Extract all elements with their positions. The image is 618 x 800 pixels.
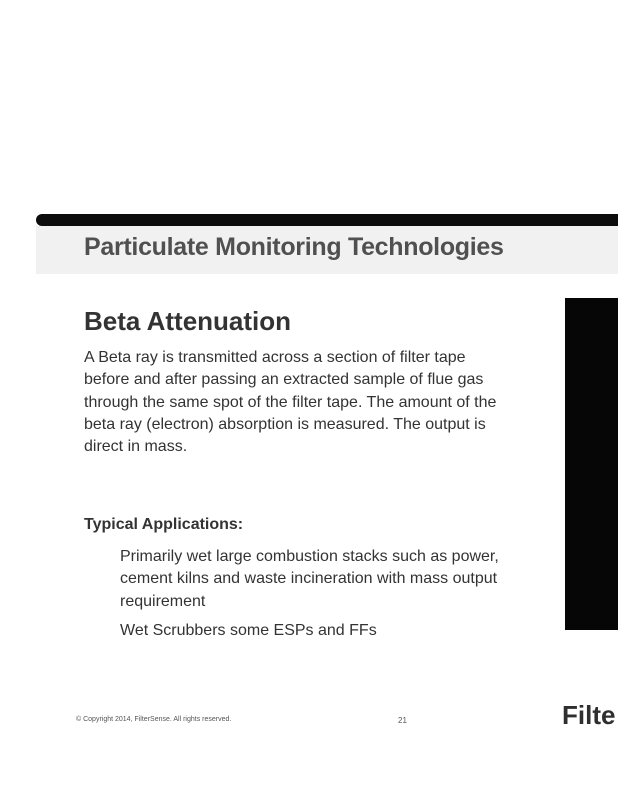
brand-logo: Filte <box>562 700 616 730</box>
section-title: Beta Attenuation <box>84 306 292 336</box>
applications-list <box>120 546 520 649</box>
list-item: Wet Scrubbers some ESPs and FFs <box>120 621 377 639</box>
list-item: Primarily wet large combustion stacks such as power, cement kilns and waste incineration with mass output requirement <box>120 548 499 610</box>
description-paragraph: A Beta ray is transmitted across a section of filter tape before and after passing an extracted sample of flue gas through the same spot of the filter tape. The amount of the beta ray (electron) absorption is measured. The output is direct in mass. <box>84 349 497 456</box>
applications-heading: Typical Applications: <box>84 516 244 533</box>
page-title: Particulate Monitoring Technologies <box>84 233 504 261</box>
header-rule <box>36 214 618 226</box>
page-number: 21 <box>398 716 407 725</box>
side-image-panel <box>565 298 618 630</box>
copyright-notice: © Copyright 2014, FilterSense. All rights reserved. <box>76 716 232 723</box>
